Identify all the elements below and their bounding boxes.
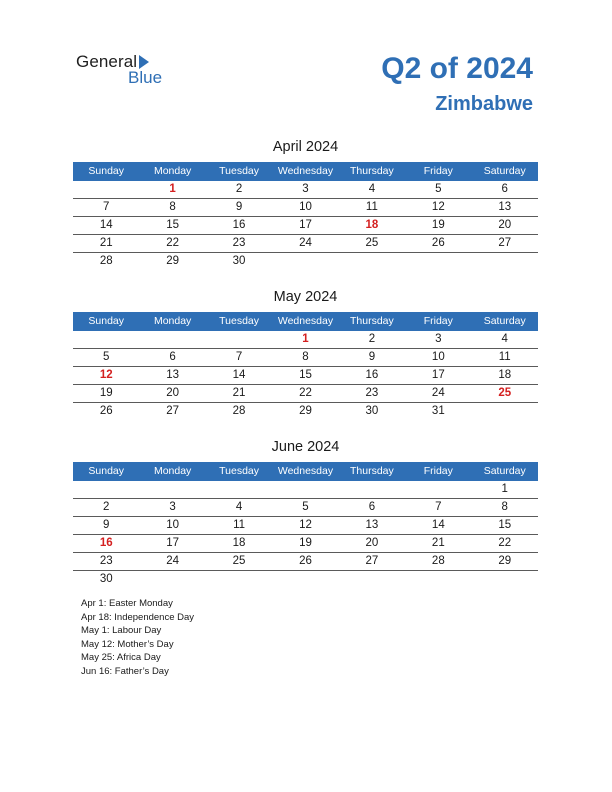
week-row (73, 499, 538, 517)
day-cell: 11 (498, 351, 511, 363)
day-cell: 27 (166, 405, 180, 417)
day-cell: 17 (299, 219, 312, 231)
week-row (73, 253, 538, 270)
weekday-header (73, 462, 538, 481)
month-calendar-may (73, 288, 538, 420)
day-cell: 19 (99, 387, 113, 399)
logo-general-text: General (76, 52, 138, 71)
day-cell: 13 (498, 201, 512, 213)
weekday-label: Monday (153, 465, 192, 477)
holiday-day-cell: 12 (99, 369, 113, 381)
day-cell: 3 (169, 501, 176, 513)
day-cell (139, 331, 205, 348)
holiday-note: May 12: Mother’s Day (81, 638, 174, 650)
week-row (73, 571, 538, 588)
day-cell: 29 (299, 405, 312, 417)
day-cell (139, 481, 205, 498)
day-cell: 6 (169, 351, 176, 363)
day-cell (206, 331, 272, 348)
day-cell: 28 (232, 405, 246, 417)
holiday-day-cell: 1 (302, 333, 309, 345)
weekday-header (73, 312, 538, 331)
holiday-note: May 1: Labour Day (81, 625, 162, 637)
day-cell (472, 403, 538, 420)
day-cell (272, 481, 338, 498)
day-cell: 12 (431, 201, 445, 213)
day-cell: 23 (365, 387, 379, 399)
day-cell: 7 (103, 201, 110, 213)
day-cell: 25 (365, 237, 379, 249)
day-cell: 21 (99, 237, 113, 249)
day-cell: 19 (299, 537, 312, 549)
day-cell: 2 (235, 183, 243, 195)
day-cell: 3 (302, 183, 309, 195)
week-row (73, 481, 538, 499)
day-cell: 3 (435, 333, 442, 345)
week-row (73, 349, 538, 367)
month-title: June 2024 (271, 439, 340, 455)
weekday-label: Monday (153, 165, 192, 177)
holiday-day-cell: 1 (169, 183, 176, 195)
day-cell: 4 (235, 501, 243, 513)
holiday-notes (81, 597, 194, 679)
weekday-label: Wednesday (277, 465, 334, 477)
day-cell: 31 (431, 405, 445, 417)
holiday-note: May 25: Africa Day (81, 652, 161, 664)
month-calendar-june (73, 438, 538, 588)
weekday-label: Thursday (350, 315, 394, 327)
day-cell: 13 (166, 369, 180, 381)
day-cell: 23 (99, 555, 113, 567)
day-cell: 22 (166, 237, 180, 249)
day-cell: 1 (501, 483, 508, 495)
day-cell (339, 481, 405, 498)
day-cell (405, 253, 471, 270)
day-cell (206, 481, 272, 498)
day-cell: 26 (431, 237, 445, 249)
day-cell: 17 (431, 369, 445, 381)
day-cell: 14 (99, 219, 113, 231)
day-cell (405, 481, 471, 498)
week-row (73, 385, 538, 403)
day-cell: 17 (166, 537, 180, 549)
day-cell: 22 (299, 387, 312, 399)
day-cell: 18 (232, 537, 246, 549)
day-cell: 24 (166, 555, 180, 567)
day-cell (206, 571, 272, 588)
weekday-label: Friday (423, 315, 453, 327)
weekday-label: Wednesday (277, 165, 334, 177)
month-title: May 2024 (273, 289, 338, 305)
day-cell: 24 (299, 237, 312, 249)
day-cell: 20 (166, 387, 180, 399)
day-cell: 4 (368, 183, 376, 195)
weekday-label: Monday (153, 315, 192, 327)
day-cell: 24 (431, 387, 445, 399)
weekday-header (73, 162, 538, 181)
holiday-note: Apr 18: Independence Day (81, 611, 195, 623)
day-cell: 14 (431, 519, 445, 531)
weekday-label: Tuesday (219, 315, 259, 327)
logo-blue-text: Blue (128, 68, 163, 87)
day-cell: 20 (498, 219, 512, 231)
day-cell: 18 (498, 369, 512, 381)
holiday-note: Apr 1: Easter Monday (81, 598, 173, 609)
day-cell: 7 (235, 351, 243, 363)
week-row (73, 217, 538, 235)
day-cell: 30 (232, 255, 246, 267)
day-cell: 5 (302, 501, 309, 513)
month-title: April 2024 (272, 139, 339, 155)
week-row (73, 535, 538, 553)
logo-flag-icon (139, 55, 149, 69)
weekday-label: Friday (423, 465, 453, 477)
weekday-label: Tuesday (219, 165, 259, 177)
week-row (73, 517, 538, 535)
weekday-label: Saturday (483, 465, 526, 477)
day-cell: 2 (368, 333, 376, 345)
day-cell: 7 (435, 501, 442, 513)
weekday-label: Saturday (483, 315, 526, 327)
day-cell (472, 571, 538, 588)
weekday-label: Thursday (350, 465, 394, 477)
day-cell (405, 571, 471, 588)
week-row (73, 553, 538, 571)
holiday-day-cell: 16 (99, 537, 113, 549)
weekday-label: Tuesday (219, 465, 259, 477)
day-cell: 28 (431, 555, 445, 567)
week-row (73, 199, 538, 217)
day-cell (472, 253, 538, 270)
day-cell: 9 (368, 351, 376, 363)
day-cell (339, 571, 405, 588)
day-cell: 5 (103, 351, 110, 363)
day-cell: 30 (365, 405, 379, 417)
week-row (73, 367, 538, 385)
day-cell (73, 331, 139, 348)
day-cell: 26 (299, 555, 312, 567)
weekday-label: Wednesday (277, 315, 334, 327)
day-cell: 6 (501, 183, 508, 195)
day-cell: 25 (232, 555, 246, 567)
day-cell (73, 181, 139, 198)
day-cell: 29 (166, 255, 180, 267)
day-cell: 8 (302, 351, 309, 363)
day-cell: 8 (169, 201, 176, 213)
day-cell: 12 (299, 519, 312, 531)
weekday-label: Saturday (483, 165, 526, 177)
day-cell: 2 (103, 501, 110, 513)
month-calendar-april (73, 138, 538, 270)
day-cell: 22 (498, 537, 512, 549)
day-cell: 8 (501, 501, 508, 513)
day-cell (339, 253, 405, 270)
week-row (73, 403, 538, 420)
day-cell: 27 (365, 555, 379, 567)
day-cell: 11 (365, 201, 378, 213)
week-row (73, 181, 538, 199)
day-cell: 13 (365, 519, 379, 531)
day-cell: 16 (365, 369, 379, 381)
weekday-label: Thursday (350, 165, 394, 177)
weekday-label: Sunday (88, 465, 125, 477)
day-cell: 29 (498, 555, 512, 567)
day-cell: 26 (99, 405, 113, 417)
holiday-day-cell: 25 (498, 387, 512, 399)
day-cell: 14 (232, 369, 246, 381)
weekday-label: Sunday (88, 165, 125, 177)
day-cell: 15 (166, 219, 180, 231)
day-cell (139, 571, 205, 588)
page-title: Q2 of 2024 (381, 52, 533, 85)
day-cell: 15 (498, 519, 512, 531)
week-row (73, 331, 538, 349)
day-cell (272, 253, 338, 270)
day-cell: 27 (498, 237, 512, 249)
day-cell (272, 571, 338, 588)
holiday-day-cell: 18 (365, 219, 379, 231)
day-cell: 20 (365, 537, 379, 549)
day-cell: 5 (435, 183, 442, 195)
holiday-note: Jun 16: Father’s Day (81, 665, 169, 677)
day-cell: 21 (431, 537, 445, 549)
day-cell: 28 (99, 255, 113, 267)
day-cell (73, 481, 139, 498)
day-cell: 11 (233, 519, 246, 531)
day-cell: 6 (368, 501, 376, 513)
weekday-label: Friday (423, 165, 453, 177)
day-cell: 10 (431, 351, 445, 363)
day-cell: 19 (431, 219, 445, 231)
day-cell: 10 (166, 519, 180, 531)
day-cell: 15 (299, 369, 312, 381)
day-cell: 23 (232, 237, 246, 249)
day-cell: 16 (232, 219, 246, 231)
day-cell: 9 (235, 201, 243, 213)
day-cell: 4 (501, 333, 508, 345)
logo (76, 52, 186, 92)
day-cell: 10 (299, 201, 312, 213)
day-cell: 9 (103, 519, 110, 531)
day-cell: 30 (99, 573, 113, 585)
week-row (73, 235, 538, 253)
weekday-label: Sunday (88, 315, 125, 327)
day-cell: 21 (232, 387, 246, 399)
country-name: Zimbabwe (435, 93, 533, 115)
